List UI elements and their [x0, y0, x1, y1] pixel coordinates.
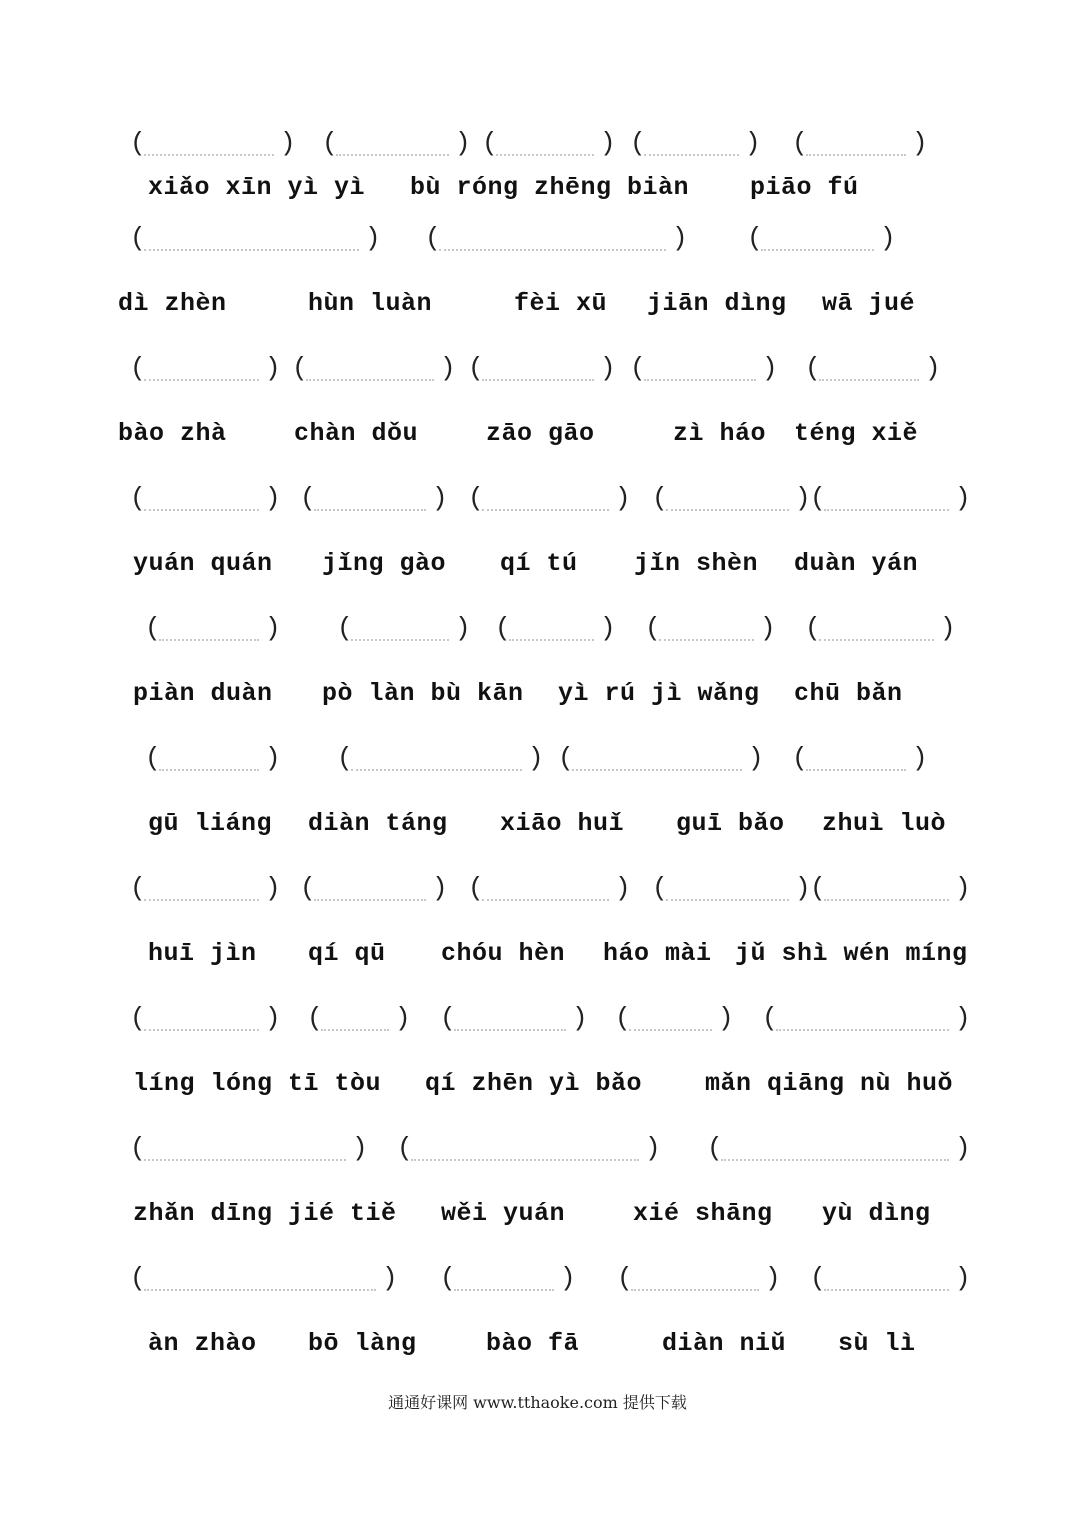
- close-bracket: ): [280, 128, 296, 158]
- open-bracket: (: [792, 128, 808, 158]
- open-bracket: (: [130, 223, 146, 253]
- close-bracket: ): [615, 873, 631, 903]
- close-bracket: ): [745, 128, 761, 158]
- pinyin-word: bō làng: [308, 1329, 417, 1358]
- close-bracket: ): [925, 353, 941, 383]
- pinyin-word: xiāo huǐ: [500, 809, 625, 838]
- close-bracket: ): [955, 1133, 971, 1163]
- pinyin-word: diàn niǔ: [662, 1329, 787, 1358]
- pinyin-word: yuán quán: [133, 549, 273, 578]
- answer-blank[interactable]: [776, 1015, 949, 1031]
- answer-blank[interactable]: [761, 235, 874, 251]
- pinyin-word: téng xiě: [794, 419, 919, 448]
- open-bracket: (: [468, 353, 484, 383]
- answer-blank[interactable]: [482, 885, 609, 901]
- answer-blank[interactable]: [806, 755, 906, 771]
- pinyin-word: diàn táng: [308, 809, 448, 838]
- close-bracket: ): [795, 873, 811, 903]
- open-bracket: (: [495, 613, 511, 643]
- pinyin-word: gū liáng: [148, 809, 273, 838]
- pinyin-word: jǔ shì wén míng: [735, 939, 968, 968]
- close-bracket: ): [955, 1003, 971, 1033]
- pinyin-row-5: [0, 679, 1075, 719]
- open-bracket: (: [145, 743, 161, 773]
- close-bracket: ): [265, 353, 281, 383]
- close-bracket: ): [265, 613, 281, 643]
- pinyin-row-3: [0, 419, 1075, 459]
- close-bracket: ): [265, 873, 281, 903]
- open-bracket: (: [762, 1003, 778, 1033]
- pinyin-word: háo mài: [603, 939, 712, 968]
- pinyin-row-2: [0, 289, 1075, 329]
- pinyin-word: qí zhēn yì bǎo: [425, 1069, 643, 1098]
- open-bracket: (: [307, 1003, 323, 1033]
- pinyin-word: wěi yuán: [441, 1199, 566, 1228]
- open-bracket: (: [292, 353, 308, 383]
- answer-blank[interactable]: [321, 1015, 389, 1031]
- answer-blank[interactable]: [159, 755, 259, 771]
- pinyin-word: xiǎo xīn yì yì: [148, 173, 366, 202]
- pinyin-word: guī bǎo: [676, 809, 785, 838]
- pinyin-word: huī jìn: [148, 939, 257, 968]
- open-bracket: (: [645, 613, 661, 643]
- close-bracket: ): [600, 613, 616, 643]
- bracket-row-6: [0, 743, 1075, 783]
- pinyin-row-4: [0, 549, 1075, 589]
- close-bracket: ): [265, 743, 281, 773]
- answer-blank[interactable]: [666, 885, 789, 901]
- close-bracket: ): [528, 743, 544, 773]
- answer-blank[interactable]: [314, 885, 426, 901]
- answer-blank[interactable]: [644, 140, 739, 156]
- pinyin-word: mǎn qiāng nù huǒ: [705, 1069, 954, 1098]
- close-bracket: ): [615, 483, 631, 513]
- answer-blank[interactable]: [482, 365, 594, 381]
- open-bracket: (: [130, 353, 146, 383]
- answer-blank[interactable]: [644, 365, 756, 381]
- open-bracket: (: [810, 483, 826, 513]
- pinyin-row-10: [0, 1329, 1075, 1369]
- bracket-row-4: [0, 483, 1075, 523]
- bracket-row-10: [0, 1263, 1075, 1303]
- open-bracket: (: [337, 613, 353, 643]
- pinyin-word: yì rú jì wǎng: [558, 679, 760, 708]
- answer-blank[interactable]: [159, 625, 259, 641]
- pinyin-word: hùn luàn: [308, 289, 433, 318]
- close-bracket: ): [955, 1263, 971, 1293]
- answer-blank[interactable]: [721, 1145, 949, 1161]
- bracket-row-1: [0, 128, 1075, 168]
- close-bracket: ): [265, 483, 281, 513]
- footer-credit: 通通好课网 www.tthaoke.com 提供下载: [388, 1393, 687, 1412]
- close-bracket: ): [765, 1263, 781, 1293]
- pinyin-row-8: [0, 1069, 1075, 1109]
- answer-blank[interactable]: [439, 235, 666, 251]
- open-bracket: (: [468, 483, 484, 513]
- open-bracket: (: [425, 223, 441, 253]
- pinyin-word: jǐn shèn: [634, 549, 759, 578]
- answer-blank[interactable]: [144, 365, 259, 381]
- pinyin-row-6: [0, 809, 1075, 849]
- close-bracket: ): [955, 873, 971, 903]
- pinyin-word: jiān dìng: [647, 289, 787, 318]
- answer-blank[interactable]: [144, 885, 259, 901]
- pinyin-word: zhǎn dīng jié tiě: [133, 1199, 397, 1228]
- pinyin-word: piāo fú: [750, 173, 859, 202]
- answer-blank[interactable]: [351, 625, 449, 641]
- pinyin-word: sù lì: [838, 1329, 916, 1358]
- close-bracket: ): [955, 483, 971, 513]
- pinyin-word: bào fā: [486, 1329, 580, 1358]
- open-bracket: (: [617, 1263, 633, 1293]
- pinyin-word: àn zhào: [148, 1329, 257, 1358]
- pinyin-word: fèi xū: [514, 289, 608, 318]
- pinyin-word: qí tú: [500, 549, 578, 578]
- pinyin-word: zhuì luò: [822, 809, 947, 838]
- close-bracket: ): [760, 613, 776, 643]
- close-bracket: ): [795, 483, 811, 513]
- close-bracket: ): [880, 223, 896, 253]
- close-bracket: ): [600, 353, 616, 383]
- open-bracket: (: [337, 743, 353, 773]
- open-bracket: (: [810, 1263, 826, 1293]
- answer-blank[interactable]: [629, 1015, 712, 1031]
- close-bracket: ): [365, 223, 381, 253]
- close-bracket: ): [352, 1133, 368, 1163]
- close-bracket: ): [455, 128, 471, 158]
- open-bracket: (: [300, 873, 316, 903]
- answer-blank[interactable]: [336, 140, 449, 156]
- open-bracket: (: [397, 1133, 413, 1163]
- bracket-row-5: [0, 613, 1075, 653]
- answer-blank[interactable]: [144, 1015, 259, 1031]
- open-bracket: (: [615, 1003, 631, 1033]
- pinyin-word: jǐng gào: [322, 549, 447, 578]
- open-bracket: (: [300, 483, 316, 513]
- answer-blank[interactable]: [351, 755, 522, 771]
- close-bracket: ): [748, 743, 764, 773]
- close-bracket: ): [718, 1003, 734, 1033]
- open-bracket: (: [482, 128, 498, 158]
- close-bracket: ): [440, 353, 456, 383]
- pinyin-word: bù róng zhēng biàn: [410, 173, 690, 202]
- pinyin-word: yù dìng: [822, 1199, 931, 1228]
- open-bracket: (: [630, 353, 646, 383]
- close-bracket: ): [455, 613, 471, 643]
- answer-blank[interactable]: [572, 755, 742, 771]
- bracket-row-3: [0, 353, 1075, 393]
- open-bracket: (: [440, 1003, 456, 1033]
- open-bracket: (: [707, 1133, 723, 1163]
- pinyin-word: líng lóng tī tòu: [133, 1069, 382, 1098]
- open-bracket: (: [558, 743, 574, 773]
- close-bracket: ): [572, 1003, 588, 1033]
- pinyin-word: chóu hèn: [441, 939, 566, 968]
- pinyin-word: zāo gāo: [486, 419, 595, 448]
- open-bracket: (: [652, 873, 668, 903]
- open-bracket: (: [130, 873, 146, 903]
- pinyin-word: pò làn bù kān: [322, 679, 524, 708]
- close-bracket: ): [600, 128, 616, 158]
- answer-blank[interactable]: [496, 140, 594, 156]
- answer-blank[interactable]: [144, 140, 274, 156]
- answer-blank[interactable]: [306, 365, 434, 381]
- close-bracket: ): [432, 483, 448, 513]
- answer-blank[interactable]: [144, 495, 259, 511]
- close-bracket: ): [940, 613, 956, 643]
- answer-blank[interactable]: [454, 1275, 554, 1291]
- open-bracket: (: [130, 1003, 146, 1033]
- close-bracket: ): [395, 1003, 411, 1033]
- bracket-row-9: [0, 1133, 1075, 1173]
- close-bracket: ): [560, 1263, 576, 1293]
- pinyin-word: piàn duàn: [133, 679, 273, 708]
- close-bracket: ): [432, 873, 448, 903]
- answer-blank[interactable]: [509, 625, 594, 641]
- pinyin-word: duàn yán: [794, 549, 919, 578]
- close-bracket: ): [762, 353, 778, 383]
- bracket-row-8: [0, 1003, 1075, 1043]
- bracket-row-7: [0, 873, 1075, 913]
- pinyin-word: qí qū: [308, 939, 386, 968]
- answer-blank[interactable]: [824, 1275, 949, 1291]
- pinyin-row-7: [0, 939, 1075, 979]
- close-bracket: ): [912, 128, 928, 158]
- answer-blank[interactable]: [666, 495, 789, 511]
- answer-blank[interactable]: [631, 1275, 759, 1291]
- answer-blank[interactable]: [314, 495, 426, 511]
- open-bracket: (: [145, 613, 161, 643]
- open-bracket: (: [630, 128, 646, 158]
- close-bracket: ): [912, 743, 928, 773]
- open-bracket: (: [130, 1133, 146, 1163]
- answer-blank[interactable]: [824, 495, 949, 511]
- bracket-row-2: [0, 223, 1075, 263]
- open-bracket: (: [805, 353, 821, 383]
- pinyin-word: dì zhèn: [118, 289, 227, 318]
- open-bracket: (: [130, 1263, 146, 1293]
- pinyin-word: wā jué: [822, 289, 916, 318]
- answer-blank[interactable]: [411, 1145, 639, 1161]
- open-bracket: (: [130, 128, 146, 158]
- open-bracket: (: [792, 743, 808, 773]
- open-bracket: (: [440, 1263, 456, 1293]
- open-bracket: (: [468, 873, 484, 903]
- open-bracket: (: [805, 613, 821, 643]
- answer-blank[interactable]: [144, 1275, 376, 1291]
- open-bracket: (: [747, 223, 763, 253]
- pinyin-word: xié shāng: [633, 1199, 773, 1228]
- close-bracket: ): [645, 1133, 661, 1163]
- close-bracket: ): [382, 1263, 398, 1293]
- close-bracket: ): [672, 223, 688, 253]
- pinyin-word: chū bǎn: [794, 679, 903, 708]
- pinyin-word: bào zhà: [118, 419, 227, 448]
- pinyin-word: zì háo: [673, 419, 767, 448]
- open-bracket: (: [322, 128, 338, 158]
- answer-blank[interactable]: [806, 140, 906, 156]
- answer-blank[interactable]: [819, 365, 919, 381]
- answer-blank[interactable]: [659, 625, 754, 641]
- answer-blank[interactable]: [144, 235, 359, 251]
- answer-blank[interactable]: [454, 1015, 566, 1031]
- pinyin-row-1: [0, 173, 1075, 213]
- open-bracket: (: [810, 873, 826, 903]
- answer-blank[interactable]: [819, 625, 934, 641]
- close-bracket: ): [265, 1003, 281, 1033]
- pinyin-row-9: [0, 1199, 1075, 1239]
- answer-blank[interactable]: [824, 885, 949, 901]
- answer-blank[interactable]: [482, 495, 609, 511]
- open-bracket: (: [130, 483, 146, 513]
- pinyin-word: chàn dǒu: [294, 419, 419, 448]
- answer-blank[interactable]: [144, 1145, 346, 1161]
- open-bracket: (: [652, 483, 668, 513]
